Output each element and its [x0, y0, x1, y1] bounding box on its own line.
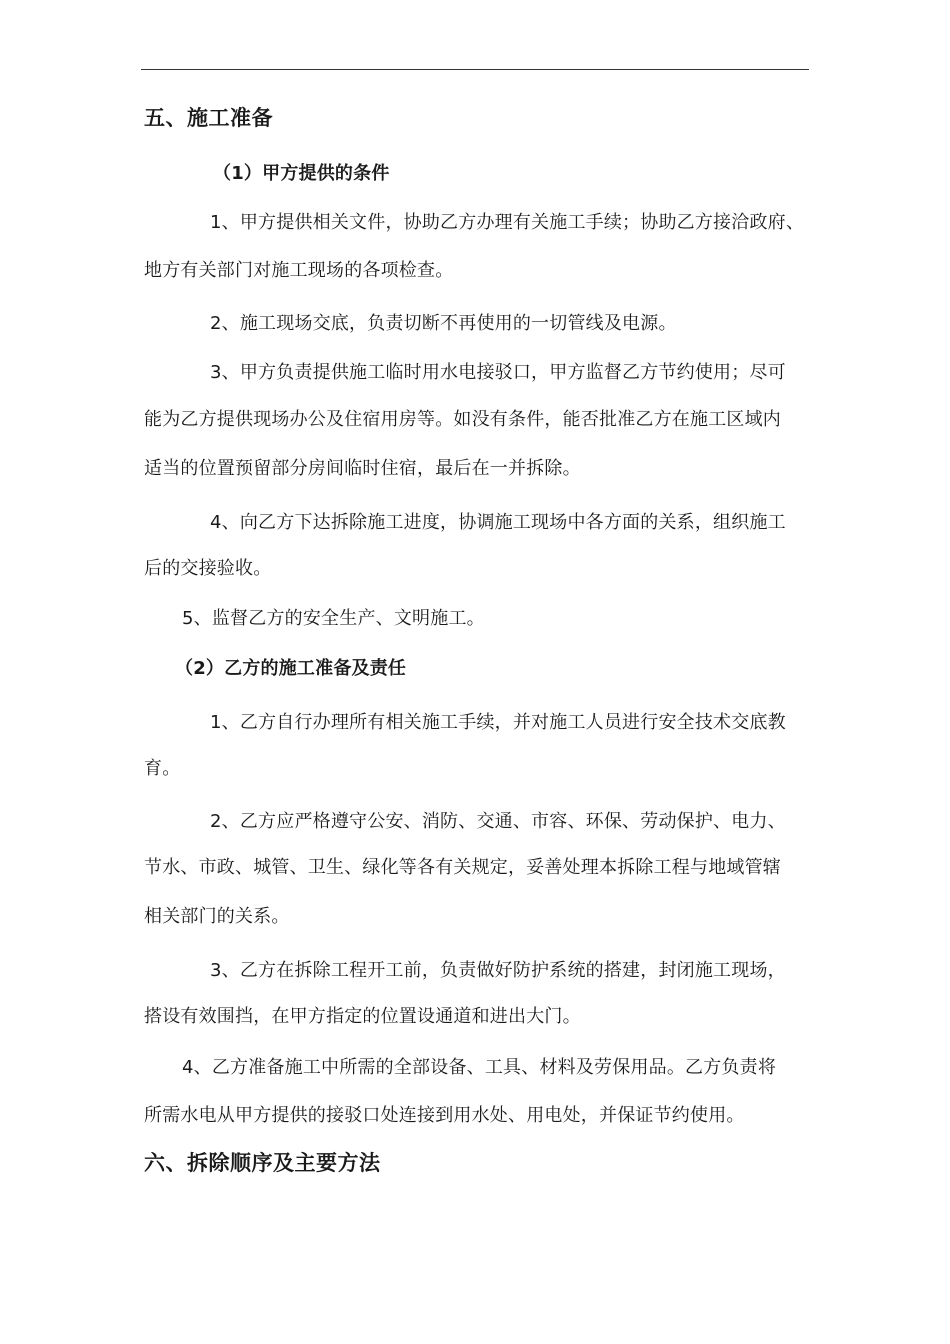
- paragraph-line: 育。: [144, 758, 181, 779]
- header-rule: [141, 69, 809, 70]
- paragraph-line: 适当的位置预留部分房间临时住宿，最后在一并拆除。: [144, 458, 581, 479]
- subsection-1-heading: （1）甲方提供的条件: [213, 163, 390, 184]
- paragraph-line: 后的交接验收。: [144, 558, 272, 579]
- paragraph-line: 3、甲方负责提供施工临时用水电接驳口，甲方监督乙方节约使用；尽可: [210, 362, 786, 383]
- paragraph-line: 所需水电从甲方提供的接驳口处连接到用水处、用电处，并保证节约使用。: [144, 1105, 745, 1126]
- paragraph-line: 2、施工现场交底，负责切断不再使用的一切管线及电源。: [210, 313, 677, 334]
- paragraph-line: 3、乙方在拆除工程开工前，负责做好防护系统的搭建，封闭施工现场，: [210, 960, 786, 981]
- paragraph-line: 2、乙方应严格遵守公安、消防、交通、市容、环保、劳动保护、电力、: [210, 811, 786, 832]
- paragraph-line: 相关部门的关系。: [144, 906, 290, 927]
- paragraph-line: 1、甲方提供相关文件，协助乙方办理有关施工手续；协助乙方接洽政府、: [210, 212, 805, 233]
- paragraph-line: 5、监督乙方的安全生产、文明施工。: [182, 608, 485, 629]
- subsection-2-heading: （2）乙方的施工准备及责任: [175, 658, 407, 679]
- section-6-heading: 六、拆除顺序及主要方法: [144, 1151, 381, 1175]
- paragraph-line: 节水、市政、城管、卫生、绿化等各有关规定，妥善处理本拆除工程与地域管辖: [144, 857, 781, 878]
- section-5-heading: 五、施工准备: [144, 106, 273, 130]
- paragraph-line: 搭设有效围挡，在甲方指定的位置设通道和进出大门。: [144, 1006, 581, 1027]
- paragraph-line: 地方有关部门对施工现场的各项检查。: [144, 260, 454, 281]
- paragraph-line: 4、乙方准备施工中所需的全部设备、工具、材料及劳保用品。乙方负责将: [182, 1057, 777, 1078]
- paragraph-line: 能为乙方提供现场办公及住宿用房等。如没有条件，能否批准乙方在施工区域内: [144, 409, 781, 430]
- paragraph-line: 4、向乙方下达拆除施工进度，协调施工现场中各方面的关系，组织施工: [210, 512, 786, 533]
- paragraph-line: 1、乙方自行办理所有相关施工手续，并对施工人员进行安全技术交底教: [210, 712, 786, 733]
